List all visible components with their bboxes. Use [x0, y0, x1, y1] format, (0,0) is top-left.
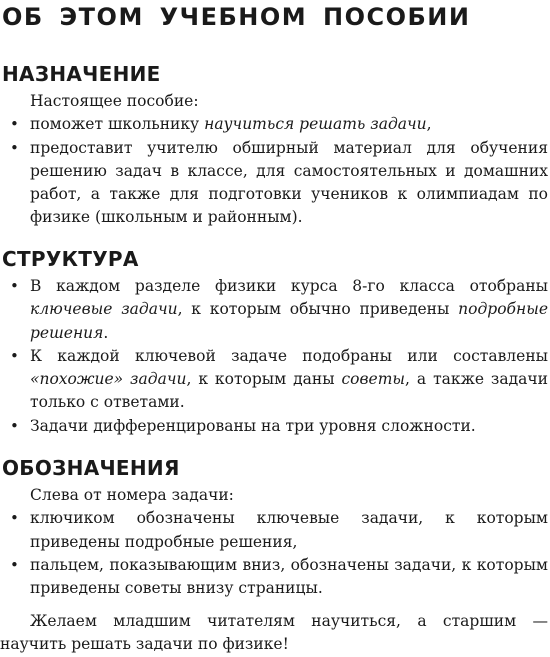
section-heading-notation: ОБОЗНАЧЕНИЯ — [2, 456, 180, 480]
notation-list — [0, 507, 548, 600]
list-item-emphasis: советы — [341, 370, 406, 389]
section-heading-structure: СТРУКТУРА — [2, 247, 139, 271]
structure-list — [0, 275, 548, 438]
section-structure — [0, 275, 548, 438]
page-title: ОБ ЭТОМ УЧЕБНОМ ПОСОБИИ — [2, 3, 471, 31]
closing-paragraph: Желаем младшим читателям научиться, а старшим — научить решать задачи по физике! — [0, 612, 548, 654]
section-purpose — [0, 90, 548, 230]
list-item-text: поможет школьнику — [30, 115, 205, 134]
list-item-text: предоставит учителю обширный материал для обучения решению задач в классе, для самостоятельных и домашних работ, а также для подготовки учеников к олимпиадам по физике (школьным и районным). — [30, 138, 548, 227]
list-item-text: В каждом разделе физики курса 8-го класса отобраны — [30, 277, 548, 295]
purpose-list — [0, 113, 548, 229]
list-item — [0, 554, 548, 601]
list-item-text: . — [103, 323, 109, 342]
list-item-text: , а также задачи только с ответами. — [30, 370, 548, 412]
list-item-text: Задачи дифференцированы на три уровня сложности. — [30, 416, 476, 435]
list-item — [0, 137, 548, 230]
list-item-emphasis: «похожие» задачи — [30, 370, 187, 389]
list-item-emphasis: ключевые задачи — [30, 300, 178, 319]
section-notation — [0, 484, 548, 600]
list-item — [0, 507, 548, 554]
list-item — [0, 345, 548, 415]
notation-intro: Слева от номера задачи: — [30, 486, 234, 504]
list-item-text: , — [426, 115, 432, 134]
list-item-text: , к которым даны — [186, 370, 342, 389]
list-item-emphasis: подробные решения — [30, 300, 548, 342]
list-item — [0, 113, 548, 136]
purpose-intro: Настоящее пособие: — [30, 92, 199, 110]
list-item-text: ключиком обозначены ключевые задачи, к которым приведены подробные решения, — [30, 509, 548, 551]
list-item — [0, 275, 548, 345]
list-item-emphasis: научиться решать задачи — [204, 115, 427, 134]
list-item-text: , к которым обычно приведены — [177, 300, 459, 319]
section-heading-purpose: НАЗНАЧЕНИЕ — [2, 62, 161, 86]
list-item-text: пальцем, показывающим вниз, обозначены задачи, к которым приведены советы внизу страницы. — [30, 555, 548, 598]
list-item-text: К каждой ключевой задаче подобраны или составлены — [30, 346, 548, 365]
list-item — [0, 415, 548, 438]
